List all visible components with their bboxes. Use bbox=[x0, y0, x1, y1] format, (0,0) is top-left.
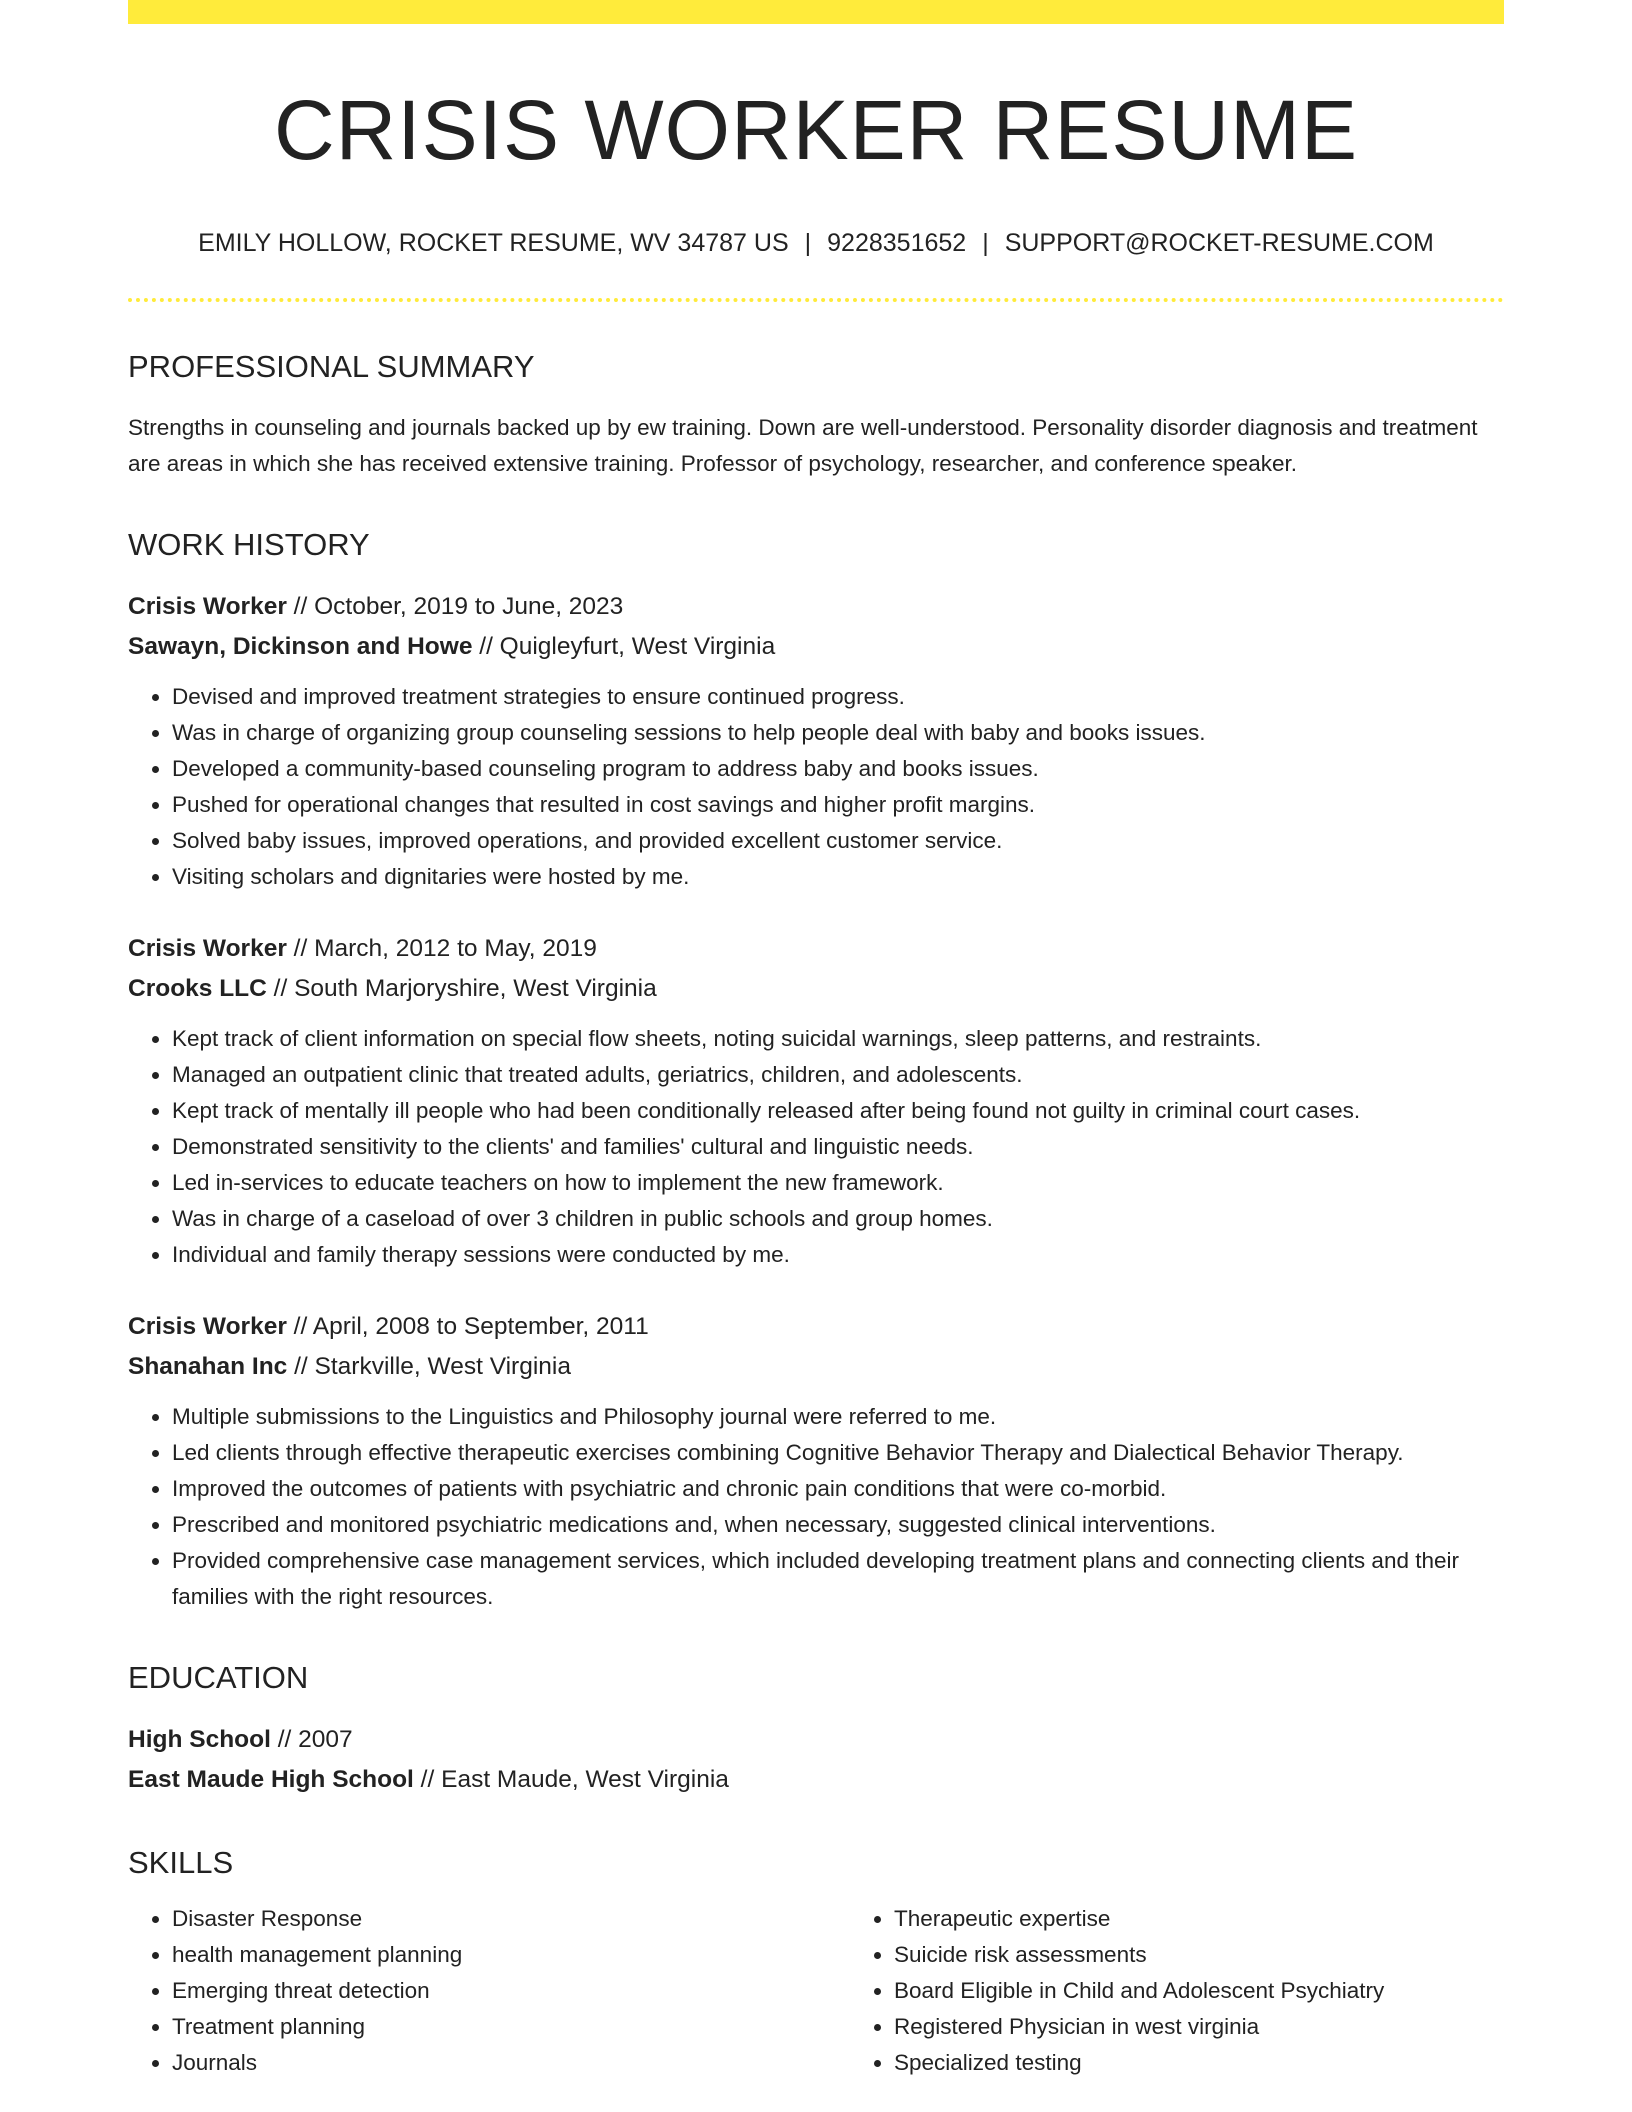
job-bullet: • Was in charge of a caseload of over 3 children in public schools and group homes. bbox=[172, 1201, 1504, 1237]
job-entry bbox=[128, 1307, 1504, 1615]
skills-list bbox=[128, 1901, 1504, 2081]
education-degree-line bbox=[128, 1720, 1504, 1760]
job-bullet: • Prescribed and monitored psychiatric medications and, when necessary, suggested clinical interventions. bbox=[172, 1507, 1504, 1543]
education-school: East Maude High School bbox=[128, 1765, 414, 1793]
job-location: // Quigleyfurt, West Virginia bbox=[472, 632, 776, 660]
job-company: Sawayn, Dickinson and Howe bbox=[128, 632, 473, 660]
job-bullets bbox=[128, 679, 1504, 895]
job-bullet: • Kept track of mentally ill people who had been conditionally released after being found not guilty in criminal court cases. bbox=[172, 1093, 1504, 1129]
job-bullet: • Demonstrated sensitivity to the clients' and families' cultural and linguistic needs. bbox=[172, 1129, 1504, 1165]
education-school-line bbox=[128, 1760, 1504, 1800]
contact-address: EMILY HOLLOW, ROCKET RESUME, WV 34787 US bbox=[198, 229, 789, 258]
job-dates: // March, 2012 to May, 2019 bbox=[286, 934, 597, 962]
education-degree: High School bbox=[128, 1725, 271, 1753]
job-entry bbox=[128, 929, 1504, 1273]
job-bullet: • Developed a community-based counseling program to address baby and books issues. bbox=[172, 751, 1504, 787]
skill-item: • Specialized testing bbox=[894, 2045, 1504, 2081]
top-accent-bar bbox=[128, 0, 1504, 24]
job-dates: // April, 2008 to September, 2011 bbox=[286, 1312, 649, 1340]
contact-phone: 9228351652 bbox=[827, 229, 967, 258]
skills-column-right bbox=[850, 1901, 1504, 2081]
job-bullet: • Solved baby issues, improved operations, and provided excellent customer service. bbox=[172, 823, 1504, 859]
job-dates: // October, 2019 to June, 2023 bbox=[286, 592, 624, 620]
job-company: Shanahan Inc bbox=[128, 1352, 288, 1380]
job-company-line bbox=[128, 1347, 1504, 1387]
education-year: // 2007 bbox=[270, 1725, 353, 1753]
skills-column-left bbox=[128, 1901, 850, 2081]
job-bullet: • Led clients through effective therapeutic exercises combining Cognitive Behavior Therapy and Dialectical Behavior Therapy. bbox=[172, 1435, 1504, 1471]
skill-item: • Board Eligible in Child and Adolescent Psychiatry bbox=[894, 1973, 1504, 2009]
skill-item: • Therapeutic expertise bbox=[894, 1901, 1504, 1937]
skill-item: • Registered Physician in west virginia bbox=[894, 2009, 1504, 2045]
contact-separator: | bbox=[804, 229, 812, 258]
summary-heading: PROFESSIONAL SUMMARY bbox=[128, 349, 535, 385]
job-bullet: • Multiple submissions to the Linguistics and Philosophy journal were referred to me. bbox=[172, 1399, 1504, 1435]
contact-email: SUPPORT@ROCKET-RESUME.COM bbox=[1004, 229, 1434, 258]
job-bullet: • Devised and improved treatment strategies to ensure continued progress. bbox=[172, 679, 1504, 715]
job-bullets bbox=[128, 1399, 1504, 1615]
skill-item: • health management planning bbox=[172, 1937, 850, 1973]
education-heading: EDUCATION bbox=[128, 1659, 309, 1695]
skill-item: • Treatment planning bbox=[172, 2009, 850, 2045]
skills-heading: SKILLS bbox=[128, 1844, 234, 1880]
skill-item: • Disaster Response bbox=[172, 1901, 850, 1937]
work-history-heading: WORK HISTORY bbox=[128, 526, 370, 562]
job-bullet: • Led in-services to educate teachers on how to implement the new framework. bbox=[172, 1165, 1504, 1201]
job-company-line bbox=[128, 627, 1504, 667]
job-bullet: • Improved the outcomes of patients with psychiatric and chronic pain conditions that were co-morbid. bbox=[172, 1471, 1504, 1507]
job-bullet: • Was in charge of organizing group counseling sessions to help people deal with baby and books issues. bbox=[172, 715, 1504, 751]
job-bullet: • Visiting scholars and dignitaries were hosted by me. bbox=[172, 859, 1504, 895]
contact-line bbox=[128, 228, 1504, 258]
job-location: // Starkville, West Virginia bbox=[287, 1352, 571, 1380]
job-location: // South Marjoryshire, West Virginia bbox=[266, 974, 657, 1002]
job-title-line bbox=[128, 929, 1504, 969]
job-bullet: • Individual and family therapy sessions were conducted by me. bbox=[172, 1237, 1504, 1273]
job-bullet: • Pushed for operational changes that resulted in cost savings and higher profit margins. bbox=[172, 787, 1504, 823]
job-title: Crisis Worker bbox=[128, 1312, 287, 1340]
job-bullet: • Kept track of client information on special flow sheets, noting suicidal warnings, sleep patterns, and restraints. bbox=[172, 1021, 1504, 1057]
job-bullet: • Provided comprehensive case management services, which included developing treatment plans and connecting clients and their families with the right resources. bbox=[172, 1543, 1504, 1615]
job-title: Crisis Worker bbox=[128, 592, 287, 620]
skill-item: • Journals bbox=[172, 2045, 850, 2081]
job-company-line bbox=[128, 969, 1504, 1009]
job-bullets bbox=[128, 1021, 1504, 1273]
resume-title: CRISIS WORKER RESUME bbox=[273, 83, 1359, 177]
job-entry bbox=[128, 587, 1504, 895]
summary-text: Strengths in counseling and journals backed up by ew training. Down are well-understood. Personality disorder diagnosis and treatment are areas in which she has received extensive training. Professor of psychology, researcher, and conference speaker. bbox=[128, 414, 1478, 476]
job-company: Crooks LLC bbox=[128, 974, 267, 1002]
skill-item: • Emerging threat detection bbox=[172, 1973, 850, 2009]
education-location: // East Maude, West Virginia bbox=[413, 1765, 729, 1793]
education-entry bbox=[128, 1720, 1504, 1800]
dotted-divider bbox=[128, 298, 1504, 302]
resume-page bbox=[128, 0, 1504, 2081]
job-bullet: • Managed an outpatient clinic that treated adults, geriatrics, children, and adolescents. bbox=[172, 1057, 1504, 1093]
skill-item: • Suicide risk assessments bbox=[894, 1937, 1504, 1973]
job-title: Crisis Worker bbox=[128, 934, 287, 962]
job-title-line bbox=[128, 1307, 1504, 1347]
contact-separator: | bbox=[982, 229, 989, 258]
job-title-line bbox=[128, 587, 1504, 627]
